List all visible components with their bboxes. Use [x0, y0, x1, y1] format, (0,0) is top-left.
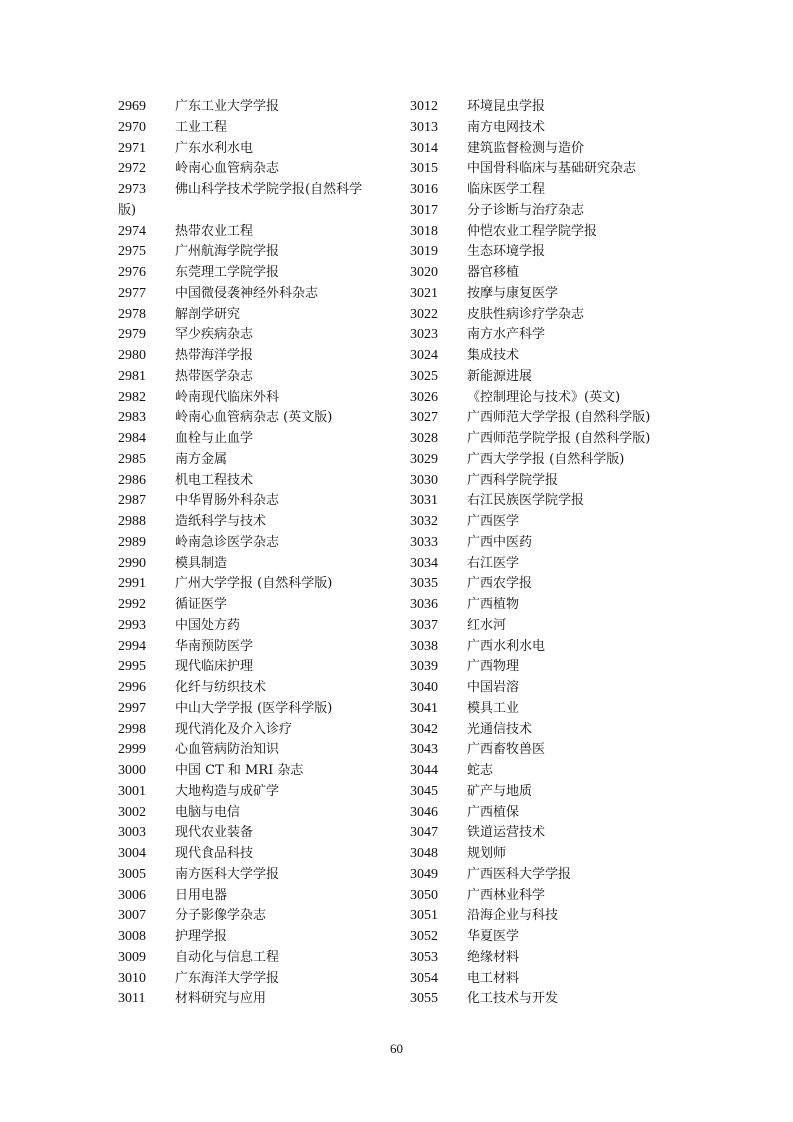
entry-number: 3021: [410, 285, 438, 301]
entry-number: 3000: [118, 763, 146, 778]
journal-entry: [410, 657, 710, 678]
entry-number: 2981: [118, 368, 146, 384]
journal-title: 循证医学: [175, 597, 228, 612]
journal-entry: [118, 906, 418, 927]
journal-entry: [118, 346, 418, 367]
entry-number: 2996: [118, 680, 146, 695]
journal-entry: [410, 740, 710, 761]
journal-entry: [410, 491, 710, 512]
journal-title: 广东工业大学学报: [175, 99, 280, 114]
journal-entry: [410, 948, 710, 969]
journal-entry: [118, 367, 418, 388]
journal-entry: [410, 574, 710, 595]
entry-number: 3002: [118, 804, 146, 820]
journal-entry: [410, 118, 710, 139]
journal-title: 模具制造: [175, 555, 228, 571]
entry-number: 3049: [410, 866, 438, 882]
journal-title: 广州大学学报 (自然科学版): [175, 576, 333, 592]
right-column: [410, 97, 710, 1010]
entry-number: 3042: [410, 721, 438, 737]
entry-number: 3033: [410, 534, 438, 550]
journal-entry: [118, 305, 418, 326]
entry-number: 3034: [410, 555, 438, 571]
journal-title: 中国岩溶: [467, 680, 520, 695]
entry-number: 2987: [118, 493, 146, 509]
entry-number: 3024: [410, 348, 438, 363]
journal-entry: [118, 97, 418, 118]
journal-entry: [118, 865, 418, 886]
entry-number: 3026: [410, 389, 438, 405]
journal-title: 心血管病防治知识: [175, 742, 280, 758]
entry-number: 3004: [118, 846, 146, 861]
journal-entry: [410, 761, 710, 782]
entry-number: 3010: [118, 970, 146, 986]
journal-title: 造纸科学与技术: [175, 514, 267, 529]
entry-number: 2988: [118, 514, 146, 529]
entry-number: 2998: [118, 721, 146, 737]
journal-title: 材料研究与应用: [175, 991, 267, 1007]
journal-title: 皮肤性病诊疗学杂志: [467, 306, 585, 322]
journal-title: 临床医学工程: [467, 182, 546, 197]
journal-entry: [118, 263, 418, 284]
journal-entry: [410, 139, 710, 160]
entry-number: 2992: [118, 597, 146, 612]
journal-entry: [410, 450, 710, 471]
journal-entry: [410, 886, 710, 907]
journal-entry: [410, 512, 710, 533]
journal-entry: [118, 782, 418, 803]
journal-title: 广州航海学院学报: [175, 244, 280, 260]
journal-entry: [118, 429, 418, 450]
journal-entry: [410, 471, 710, 492]
journal-title: 电脑与电信: [175, 804, 241, 820]
entry-number: 3055: [410, 991, 438, 1007]
entry-number: 2978: [118, 306, 146, 322]
journal-title: 广东海洋大学学报: [175, 970, 280, 986]
entry-number: 3022: [410, 306, 438, 322]
journal-title: 南方电网技术: [467, 119, 546, 135]
journal-entry: [118, 678, 418, 699]
journal-title-continuation: 版): [118, 202, 137, 218]
entry-number: 3052: [410, 929, 438, 944]
journal-title: 日用电器: [175, 887, 228, 903]
journal-title: 现代临床护理: [175, 659, 254, 675]
journal-entry: [410, 699, 710, 720]
journal-title: 生态环境学报: [467, 244, 546, 260]
journal-title: 广西大学学报 (自然科学版): [467, 451, 625, 467]
journal-title: 解剖学研究: [175, 306, 241, 322]
journal-entry: [118, 139, 418, 160]
journal-title: 南方水产科学: [467, 327, 546, 343]
journal-title: 广西师范大学学报 (自然科学版): [467, 410, 651, 426]
journal-title: 广西植物: [467, 597, 520, 612]
entry-number: 3040: [410, 680, 438, 695]
journal-title: 中华胃肠外科杂志: [175, 493, 280, 509]
entry-number: 2969: [118, 99, 146, 114]
entry-number: 2970: [118, 119, 146, 135]
journal-title: 中国微侵袭神经外科杂志: [175, 285, 319, 301]
entry-number: 2995: [118, 659, 146, 675]
entry-number: 3028: [410, 431, 438, 446]
journal-entry: [118, 491, 418, 512]
entry-number: 3037: [410, 617, 438, 633]
journal-entry: [410, 906, 710, 927]
journal-title: 中山大学学报 (医学科学版): [175, 700, 333, 716]
journal-title: 分子影像学杂志: [175, 908, 267, 924]
journal-title: 广西农学报: [467, 576, 533, 592]
journal-entry: [410, 637, 710, 658]
journal-title: 华南预防医学: [175, 638, 254, 654]
entry-number: 3006: [118, 887, 146, 903]
entry-number: 2973: [118, 182, 146, 197]
journal-entry: [410, 720, 710, 741]
journal-entry: [118, 886, 418, 907]
left-column: [118, 97, 418, 1010]
journal-entry: [118, 388, 418, 409]
journal-entry: [410, 969, 710, 990]
journal-entry: [118, 471, 418, 492]
entry-number: 3027: [410, 410, 438, 426]
journal-entry: [410, 823, 710, 844]
journal-title: 广西师范学院学报 (自然科学版): [467, 431, 651, 446]
journal-title: 建筑监督检测与造价: [467, 140, 585, 156]
journal-entry: [118, 554, 418, 575]
journal-entry: [410, 242, 710, 263]
journal-entry: [118, 803, 418, 824]
journal-title: 现代消化及介入诊疗: [175, 721, 293, 737]
entry-number: 2974: [118, 223, 146, 239]
journal-entry: [410, 533, 710, 554]
journal-entry: [410, 284, 710, 305]
entry-number: 2975: [118, 244, 146, 260]
journal-entry: [118, 159, 418, 180]
entry-number: 3008: [118, 929, 146, 944]
journal-entry: [410, 595, 710, 616]
entry-number: 3051: [410, 908, 438, 924]
entry-number: 2991: [118, 576, 146, 592]
entry-number: 3016: [410, 182, 438, 197]
journal-title: 广西医科大学学报: [467, 866, 572, 882]
entry-number: 2984: [118, 431, 146, 446]
journal-entry: [410, 554, 710, 575]
journal-entry: [410, 305, 710, 326]
journal-title: 蛇志: [467, 763, 494, 778]
journal-entry: [118, 222, 418, 243]
entry-number: 2994: [118, 638, 146, 654]
entry-number: 2993: [118, 617, 146, 633]
journal-title: 中国骨科临床与基础研究杂志: [467, 161, 637, 177]
journal-title: 环境昆虫学报: [467, 99, 546, 114]
journal-entry: [410, 782, 710, 803]
journal-title: 广西植保: [467, 804, 520, 820]
journal-entry: [118, 657, 418, 678]
journal-title: 器官移植: [467, 265, 520, 280]
journal-entry: [118, 823, 418, 844]
journal-entry: [118, 512, 418, 533]
entry-number: 3054: [410, 970, 438, 986]
entry-number: 3020: [410, 265, 438, 280]
entry-number: 3012: [410, 99, 438, 114]
entry-number: 3048: [410, 846, 438, 861]
entry-number: 2979: [118, 327, 146, 343]
entry-number: 3030: [410, 472, 438, 488]
journal-entry: [410, 844, 710, 865]
journal-entry: [118, 284, 418, 305]
journal-title: 广西医学: [467, 514, 520, 529]
journal-entry: [410, 325, 710, 346]
journal-entry: [410, 159, 710, 180]
journal-title: 沿海企业与科技: [467, 908, 559, 924]
entry-number: 3036: [410, 597, 438, 612]
journal-title: 华夏医学: [467, 929, 520, 944]
entry-number: 3045: [410, 783, 438, 799]
journal-title: 新能源进展: [467, 368, 533, 384]
entry-number: 2997: [118, 700, 146, 716]
entry-number: 2971: [118, 140, 146, 156]
journal-title: 南方金属: [175, 451, 228, 467]
journal-title: 东莞理工学院学报: [175, 265, 280, 280]
journal-entry: [410, 927, 710, 948]
journal-title: 护理学报: [175, 929, 228, 944]
entry-number: 2985: [118, 451, 146, 467]
journal-entry: [118, 844, 418, 865]
journal-title: 化工技术与开发: [467, 991, 559, 1007]
journal-title: 红水河: [467, 617, 507, 633]
entry-number: 3043: [410, 742, 438, 758]
journal-title: 自动化与信息工程: [175, 949, 280, 965]
entry-number: 3041: [410, 700, 438, 716]
journal-title: 矿产与地质: [467, 783, 533, 799]
entry-number: 3046: [410, 804, 438, 820]
entry-number: 3032: [410, 514, 438, 529]
journal-title: 现代农业装备: [175, 825, 254, 841]
journal-title: 广西水利水电: [467, 638, 546, 654]
entry-number: 2972: [118, 161, 146, 177]
entry-number: 2989: [118, 534, 146, 550]
journal-title: 工业工程: [175, 119, 228, 135]
journal-entry: [410, 865, 710, 886]
entry-number: 3050: [410, 887, 438, 903]
journal-entry: [118, 408, 418, 429]
journal-title: 血栓与止血学: [175, 431, 254, 446]
journal-entry: [118, 969, 418, 990]
journal-title: 岭南心血管病杂志 (英文版): [175, 410, 333, 426]
journal-title: 集成技术: [467, 348, 520, 363]
journal-title: 分子诊断与治疗杂志: [467, 202, 585, 218]
journal-title: 化纤与纺织技术: [175, 680, 267, 695]
journal-entry: [410, 367, 710, 388]
entry-number: 2976: [118, 265, 146, 280]
journal-title: 光通信技术: [467, 721, 533, 737]
journal-title: 广西林业科学: [467, 887, 546, 903]
journal-entry: [118, 118, 418, 139]
journal-title: 电工材料: [467, 970, 520, 986]
journal-title: 中国 CT 和 MRI 杂志: [175, 763, 304, 778]
entry-number: 3047: [410, 825, 438, 841]
journal-title: 规划师: [467, 846, 507, 861]
entry-number: 3035: [410, 576, 438, 592]
journal-entry: [410, 803, 710, 824]
entry-number: 3053: [410, 949, 438, 965]
journal-title: 岭南现代临床外科: [175, 389, 280, 405]
journal-title: 铁道运营技术: [467, 825, 546, 841]
journal-title: 岭南心血管病杂志: [175, 161, 280, 177]
journal-entry: [410, 989, 710, 1010]
entry-number: 3029: [410, 451, 438, 467]
journal-entry: [118, 699, 418, 720]
journal-title: 佛山科学技术学院学报(自然科学: [175, 182, 363, 197]
journal-entry: [118, 927, 418, 948]
journal-title: 现代食品科技: [175, 846, 254, 861]
entry-number: 3011: [118, 991, 146, 1007]
journal-entry: [410, 408, 710, 429]
journal-title: 热带海洋学报: [175, 348, 254, 363]
journal-entry: [118, 595, 418, 616]
journal-title: 绝缘材料: [467, 949, 520, 965]
entry-number: 3039: [410, 659, 438, 675]
entry-number: 3017: [410, 202, 438, 218]
journal-title: 罕少疾病杂志: [175, 327, 254, 343]
journal-title: 《控制理论与技术》(英文): [467, 389, 621, 405]
journal-title: 大地构造与成矿学: [175, 783, 280, 799]
journal-entry: [118, 616, 418, 637]
journal-title: 广西科学院学报: [467, 472, 559, 488]
entry-number: 2990: [118, 555, 146, 571]
journal-entry: [410, 201, 710, 222]
journal-title: 广东水利水电: [175, 140, 254, 156]
journal-title: 热带农业工程: [175, 223, 254, 239]
entry-number: 3001: [118, 783, 146, 799]
journal-entry: [118, 325, 418, 346]
entry-number: 2983: [118, 410, 146, 426]
journal-title: 仲恺农业工程学院学报: [467, 223, 598, 239]
entry-number: 3038: [410, 638, 438, 654]
journal-title: 广西畜牧兽医: [467, 742, 546, 758]
journal-entry: [410, 180, 710, 201]
entry-number: 3009: [118, 949, 146, 965]
journal-entry: [118, 450, 418, 471]
entry-number: 2999: [118, 742, 146, 758]
entry-number: 3007: [118, 908, 146, 924]
journal-title: 右江医学: [467, 555, 520, 571]
page-number: 60: [390, 1041, 403, 1056]
journal-entry: [118, 242, 418, 263]
entry-number: 3015: [410, 161, 438, 177]
journal-entry: [118, 989, 418, 1010]
journal-entry: [118, 720, 418, 741]
journal-title: 机电工程技术: [175, 472, 254, 488]
journal-title: 按摩与康复医学: [467, 285, 559, 301]
journal-title: 中国处方药: [175, 617, 241, 633]
entry-number: 3005: [118, 866, 146, 882]
journal-title: 模具工业: [467, 700, 520, 716]
journal-title: 热带医学杂志: [175, 368, 254, 384]
journal-entry: [410, 678, 710, 699]
entry-number: 2980: [118, 348, 146, 363]
journal-entry: [410, 97, 710, 118]
journal-title: 右江民族医学院学报: [467, 493, 585, 509]
journal-entry: [118, 948, 418, 969]
journal-entry: [410, 346, 710, 367]
entry-number: 3013: [410, 119, 438, 135]
journal-title: 岭南急诊医学杂志: [175, 534, 280, 550]
entry-number: 3025: [410, 368, 438, 384]
journal-title: 广西中医药: [467, 534, 533, 550]
entry-number: 3019: [410, 244, 438, 260]
journal-entry: [410, 388, 710, 409]
journal-entry: [118, 180, 418, 201]
journal-entry: [410, 222, 710, 243]
entry-number: 3018: [410, 223, 438, 239]
journal-entry: [118, 533, 418, 554]
entry-number: 2986: [118, 472, 146, 488]
entry-number: 2982: [118, 389, 146, 405]
entry-number: 3044: [410, 763, 438, 778]
journal-entry: [118, 637, 418, 658]
entry-number: 3014: [410, 140, 438, 156]
journal-title: 南方医科大学学报: [175, 866, 280, 882]
entry-number: 3023: [410, 327, 438, 343]
journal-entry: [118, 574, 418, 595]
journal-title: 广西物理: [467, 659, 520, 675]
journal-entry: [410, 263, 710, 284]
entry-number: 3031: [410, 493, 438, 509]
journal-entry: [410, 429, 710, 450]
journal-entry: [118, 740, 418, 761]
entry-number: 3003: [118, 825, 146, 841]
entry-number: 2977: [118, 285, 146, 301]
journal-entry: [410, 616, 710, 637]
journal-entry: [118, 761, 418, 782]
